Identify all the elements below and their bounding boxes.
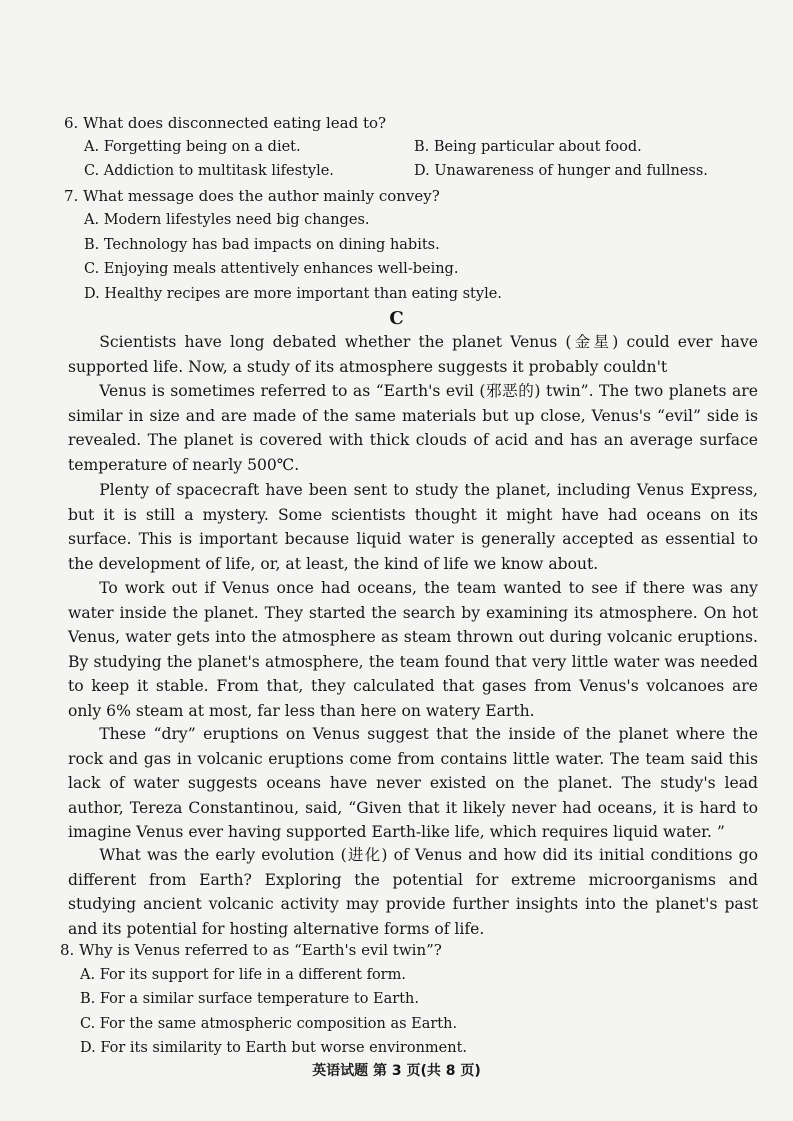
page-footer: 英语试题 第 3 页(共 8 页): [312, 1063, 481, 1079]
passage-paragraph-2: Venus is sometimes referred to as “Earth's evil (邪恶的) twin”. The two planets are similar in size and are made of the same materials but up close, Venus's “evil” side is revealed. The planet is covered with thick clouds of acid and has an average surface temperature of nearly 500℃.: [68, 382, 758, 474]
question-8-option-c: C. For the same atmospheric composition as Earth.: [80, 1016, 458, 1032]
question-7-stem: 7. What message does the author mainly convey?: [64, 187, 440, 205]
section-title: C: [389, 308, 404, 329]
passage-paragraph-3: Plenty of spacecraft have been sent to study the planet, including Venus Express, but it is still a mystery. Some scientists thought it might have had oceans on its surface. This is important because liquid water is generally accepted as essential to the development of life, or, at least, the kind of life we know about.: [68, 481, 758, 573]
question-8-stem: 8. Why is Venus referred to as “Earth's evil twin”?: [60, 941, 442, 959]
question-8-option-b: B. For a similar surface temperature to Earth.: [80, 991, 419, 1007]
question-7-option-c: C. Enjoying meals attentively enhances well-being.: [84, 261, 459, 277]
question-8-option-d: D. For its similarity to Earth but worse environment.: [80, 1040, 468, 1056]
question-7-option-a: A. Modern lifestyles need big changes.: [84, 212, 370, 228]
question-8-option-a: A. For its support for life in a different form.: [80, 967, 406, 983]
question-6-option-a: A. Forgetting being on a diet.: [84, 139, 301, 155]
question-6-option-c: C. Addiction to multitask lifestyle.: [84, 163, 334, 179]
question-6-option-b: B. Being particular about food.: [414, 139, 642, 155]
passage-paragraph-1: Scientists have long debated whether the planet Venus (金星) could ever have supported life. Now, a study of its atmosphere suggests it probably couldn't: [68, 333, 758, 376]
question-7-option-d: D. Healthy recipes are more important than eating style.: [84, 286, 502, 302]
question-7-option-b: B. Technology has bad impacts on dining habits.: [84, 237, 440, 253]
passage-paragraph-5: These “dry” eruptions on Venus suggest that the inside of the planet where the rock and gas in volcanic eruptions come from contains little water. The team said this lack of water suggests oceans have never existed on the planet. The study's lead author, Tereza Constantinou, said, “Given that it likely never had oceans, it is hard to imagine Venus ever having supported Earth-like life, which requires liquid water. ”: [68, 725, 758, 842]
question-6-stem: 6. What does disconnected eating lead to?: [64, 114, 387, 132]
question-6-option-d: D. Unawareness of hunger and fullness.: [414, 163, 708, 179]
passage-paragraph-6: What was the early evolution (进化) of Venus and how did its initial conditions go different from Earth? Exploring the potential for extreme microorganisms and studying ancient volcanic activity may provide further insights into the planet's past and its potential for hosting alternative forms of life.: [68, 846, 758, 938]
passage-paragraph-4: To work out if Venus once had oceans, the team wanted to see if there was any water inside the planet. They started the search by examining its atmosphere. On hot Venus, water gets into the atmosphere as steam thrown out during volcanic eruptions. By studying the planet's atmosphere, the team found that very little water was needed to keep it stable. From that, they calculated that gases from Venus's volcanoes are only 6% steam at most, far less than here on watery Earth.: [68, 579, 758, 720]
